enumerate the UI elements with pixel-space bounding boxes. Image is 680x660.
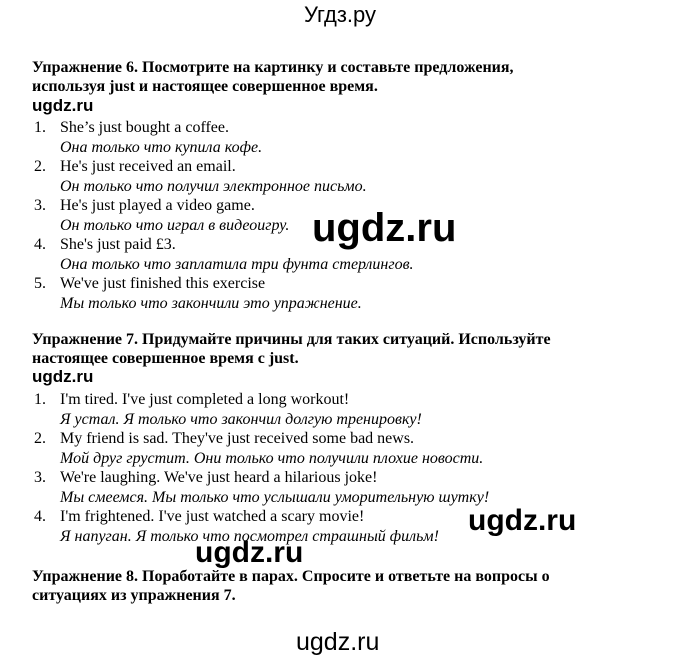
item-english: My friend is sad. They've just received some bad news. <box>60 430 415 447</box>
exercise-6-heading-line2: используя just и настоящее совершенное время. <box>32 78 378 95</box>
exercise-8-heading <box>32 567 652 605</box>
item-russian: Мы смеемся. Мы только что услышали уморительную шутку! <box>60 489 490 506</box>
list-item <box>34 157 634 196</box>
item-number: 2. <box>34 430 46 447</box>
item-english: I'm tired. I've just completed a long workout! <box>60 391 350 408</box>
exercise-6-heading <box>32 58 652 96</box>
item-english: We're laughing. We've just heard a hilarious joke! <box>60 469 378 486</box>
item-number: 1. <box>34 391 46 408</box>
watermark-small: ugdz.ru <box>32 367 94 386</box>
exercise-8-heading-line1: Упражнение 8. Поработайте в парах. Спросите и ответьте на вопросы о <box>32 568 550 585</box>
list-item <box>34 390 634 429</box>
watermark-footer: ugdz.ru <box>296 628 380 656</box>
item-english: We've just finished this exercise <box>60 275 266 292</box>
item-russian: Она только что купила кофе. <box>60 139 263 156</box>
item-russian: Мой друг грустит. Они только что получили плохие новости. <box>60 450 484 467</box>
watermark-small: ugdz.ru <box>32 96 94 115</box>
item-number: 3. <box>34 197 46 214</box>
item-english: She's just paid £3. <box>60 236 176 253</box>
watermark-large: ugdz.ru <box>195 536 304 569</box>
watermark-large: ugdz.ru <box>312 206 457 250</box>
item-english: She’s just bought a coffee. <box>60 119 230 136</box>
list-item <box>34 274 634 313</box>
item-english: I'm frightened. I've just watched a scary movie! <box>60 508 365 525</box>
item-number: 1. <box>34 119 46 136</box>
watermark-large: ugdz.ru <box>468 504 577 537</box>
item-russian: Я напуган. Я только что посмотрел страшный фильм! <box>60 528 439 545</box>
exercise-7-heading-line2: настоящее совершенное время с just. <box>32 350 299 367</box>
exercise-7-heading-line1: Упражнение 7. Придумайте причины для таких ситуаций. Используйте <box>32 331 551 348</box>
item-number: 3. <box>34 469 46 486</box>
item-russian: Я устал. Я только что закончил долгую тренировку! <box>60 411 422 428</box>
item-english: He's just received an email. <box>60 158 236 175</box>
list-item <box>34 429 634 468</box>
list-item <box>34 468 634 507</box>
item-russian: Мы только что закончили это упражнение. <box>60 295 362 312</box>
item-number: 4. <box>34 236 46 253</box>
list-item <box>34 118 634 157</box>
item-number: 5. <box>34 275 46 292</box>
item-russian: Она только что заплатила три фунта стерлингов. <box>60 256 414 273</box>
exercise-6-heading-line1: Упражнение 6. Посмотрите на картинку и составьте предложения, <box>32 59 514 76</box>
exercise-8-heading-line2: ситуациях из упражнения 7. <box>32 587 236 604</box>
exercise-7-heading <box>32 330 652 368</box>
item-russian: Он только что играл в видеоигру. <box>60 217 290 234</box>
item-english: He's just played a video game. <box>60 197 255 214</box>
item-number: 4. <box>34 508 46 525</box>
site-title: Угдз.ру <box>303 2 377 27</box>
item-russian: Он только что получил электронное письмо. <box>60 178 367 195</box>
item-number: 2. <box>34 158 46 175</box>
